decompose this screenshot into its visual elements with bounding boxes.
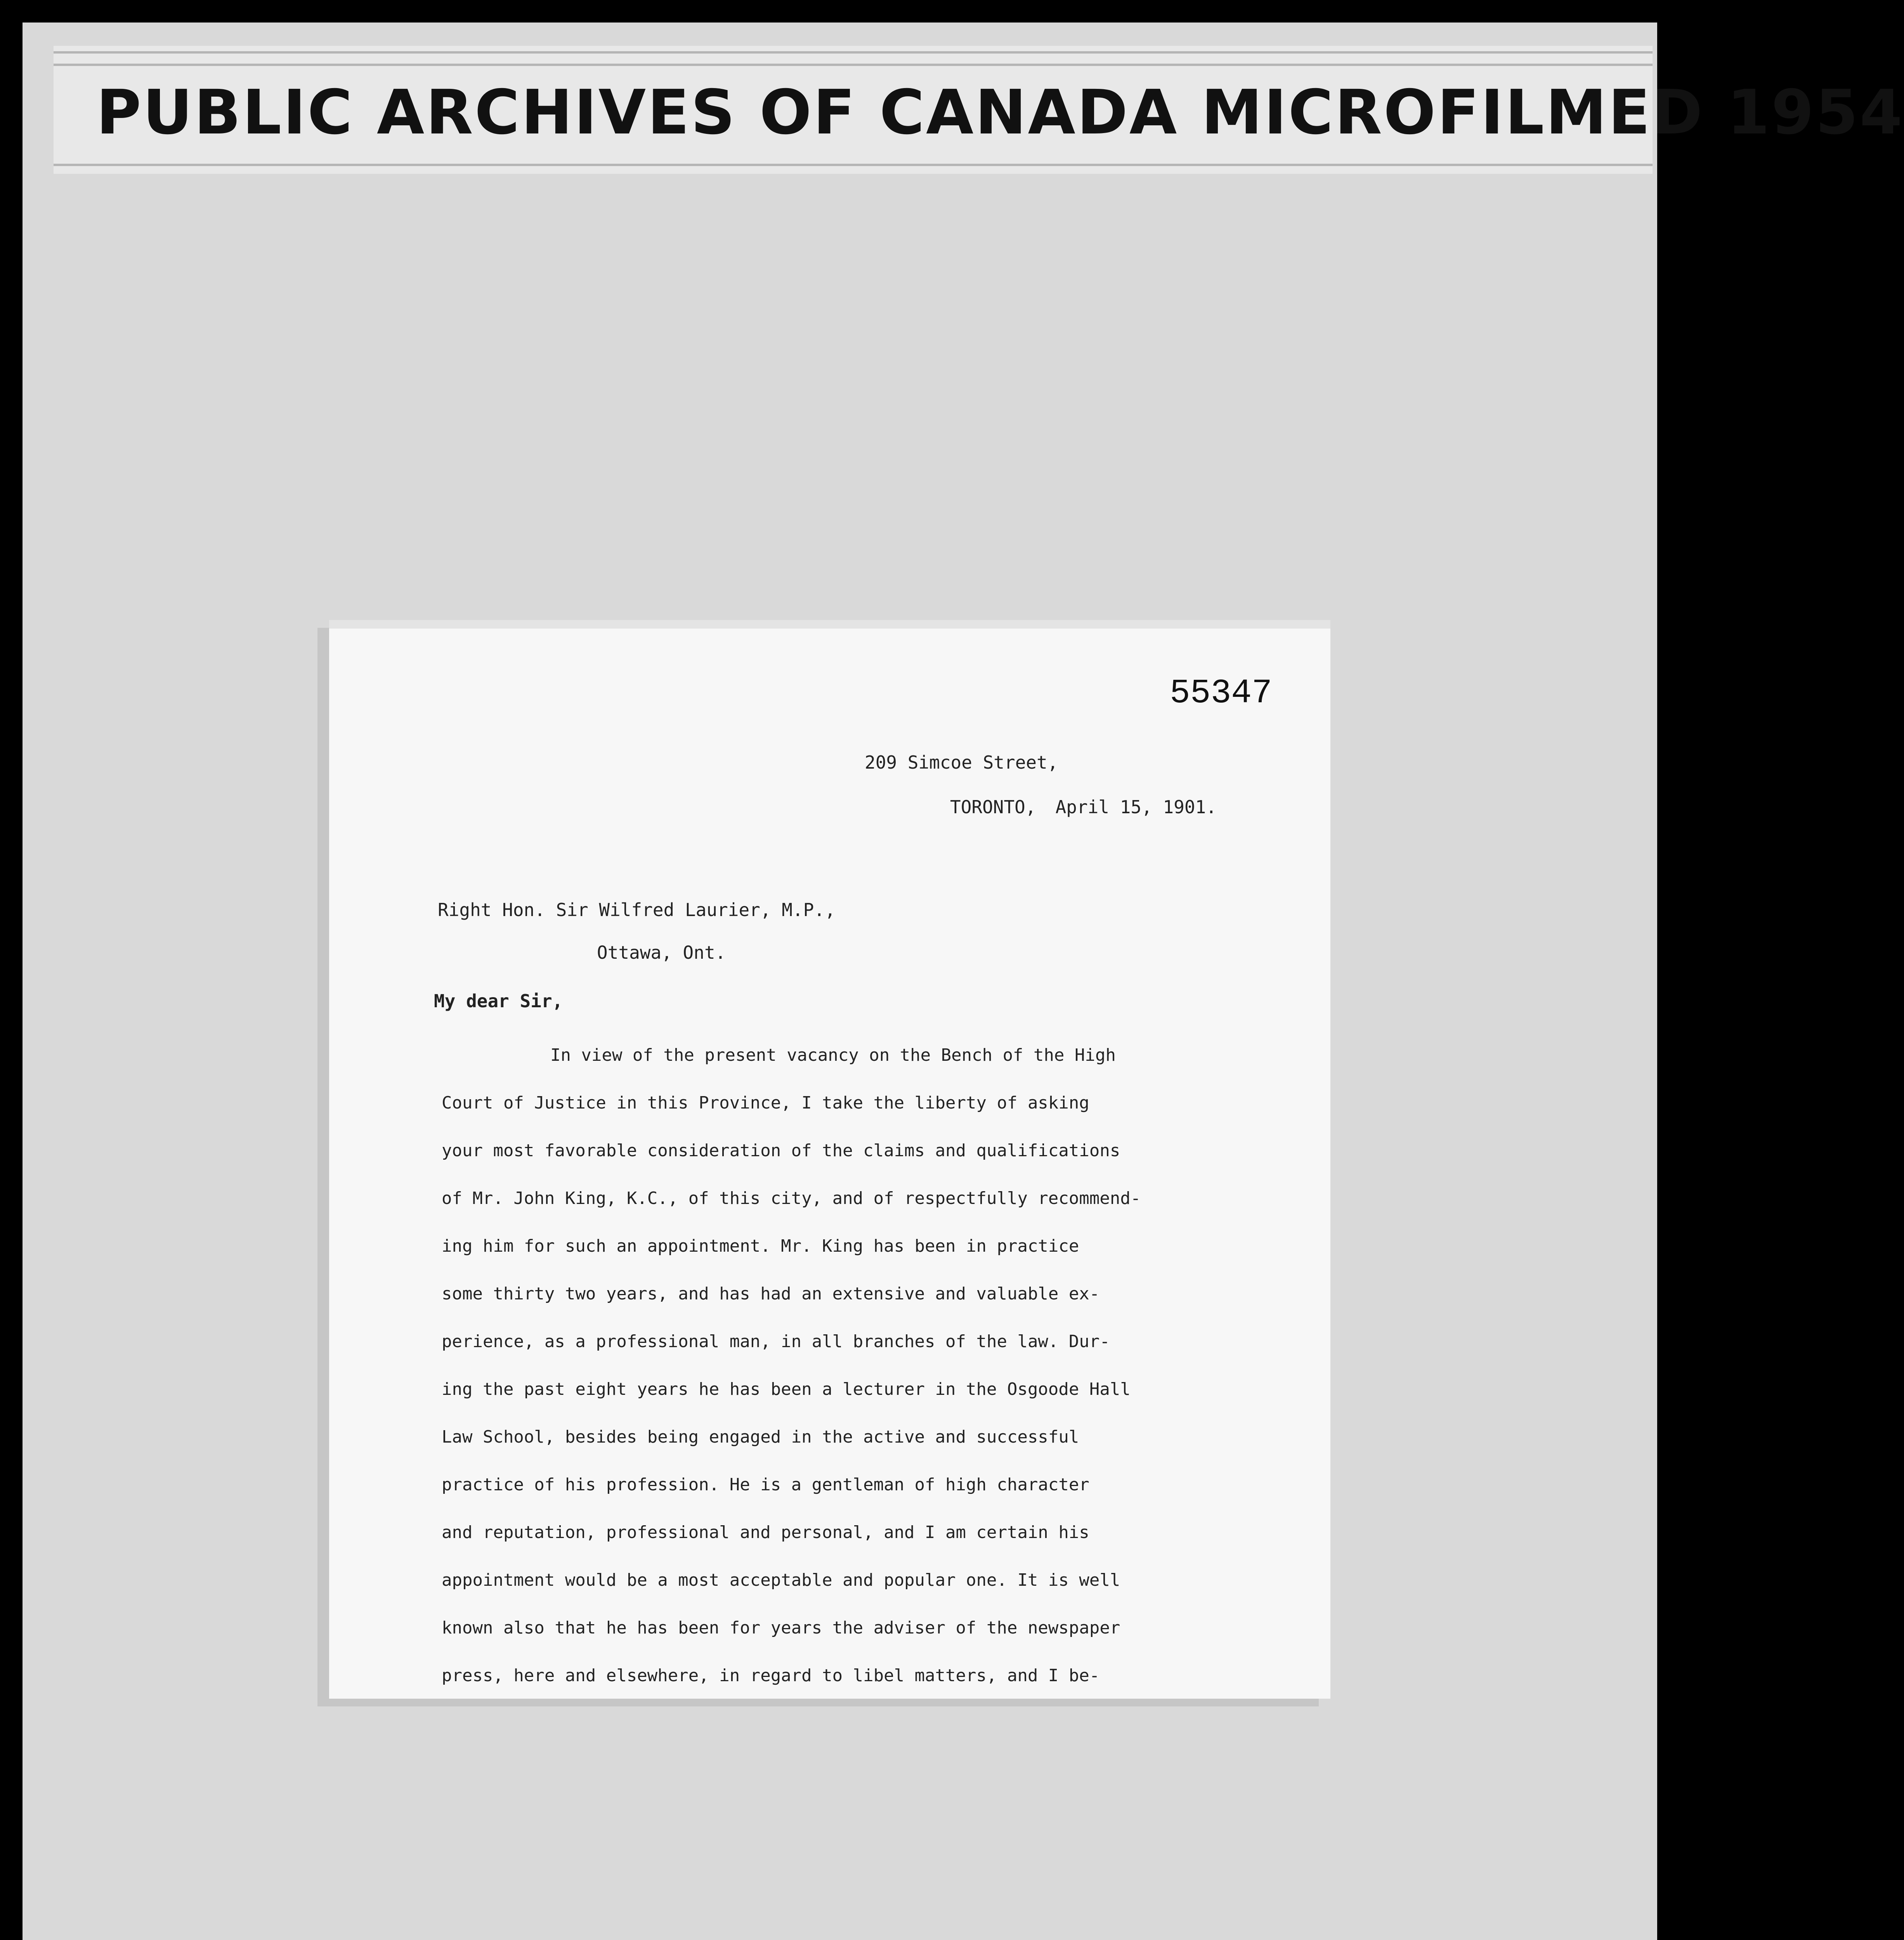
body-line: of Mr. John King, K.C., of this city, and of respectfully recommend- <box>442 1188 1141 1208</box>
body-line: known also that he has been for years the adviser of the newspaper <box>442 1618 1120 1638</box>
body-line: perience, as a professional man, in all branches of the law. Dur- <box>442 1332 1110 1351</box>
header-rule <box>54 164 1653 166</box>
letter-date: April 15, 1901. <box>1055 797 1217 818</box>
body-line: ing the past eight years he has been a lecturer in the Osgoode Hall <box>442 1379 1131 1399</box>
archive-header-title: PUBLIC ARCHIVES OF CANADA MICROFILMED 1954 <box>96 77 1904 148</box>
body-line: appointment would be a most acceptable and popular one. It is well <box>442 1570 1120 1590</box>
body-line: some thirty two years, and has had an extensive and valuable ex- <box>442 1284 1100 1304</box>
body-line: In view of the present vacancy on the Bench of the High <box>550 1045 1116 1065</box>
body-line: press, here and elsewhere, in regard to libel matters, and I be- <box>442 1666 1100 1685</box>
header-rule <box>54 64 1653 66</box>
sender-city: TORONTO, <box>950 797 1036 818</box>
body-line: Court of Justice in this Province, I take the liberty of asking <box>442 1093 1089 1113</box>
letter-body <box>442 1031 1315 1699</box>
recipient-place: Ottawa, Ont. <box>597 942 726 963</box>
microfilm-frame <box>23 23 1904 1940</box>
body-line: your most favorable consideration of the claims and qualifications <box>442 1141 1120 1161</box>
letter-page <box>329 620 1330 1699</box>
body-line: ing him for such an appointment. Mr. King has been in practice <box>442 1236 1079 1256</box>
salutation: My dear Sir, <box>434 991 563 1012</box>
sender-street: 209 Simcoe Street, <box>865 752 1058 773</box>
header-rule <box>54 51 1653 54</box>
body-line: Law School, besides being engaged in the active and successful <box>442 1427 1079 1447</box>
body-line: and reputation, professional and personal, and I am certain his <box>442 1523 1089 1542</box>
recipient-name: Right Hon. Sir Wilfred Laurier, M.P., <box>438 899 836 920</box>
sender-city-date <box>950 797 1217 818</box>
letter-top-edge <box>329 620 1330 629</box>
document-number: 55347 <box>1169 674 1272 713</box>
body-line: practice of his profession. He is a gentleman of high character <box>442 1475 1089 1495</box>
archive-header-strip <box>54 46 1904 174</box>
